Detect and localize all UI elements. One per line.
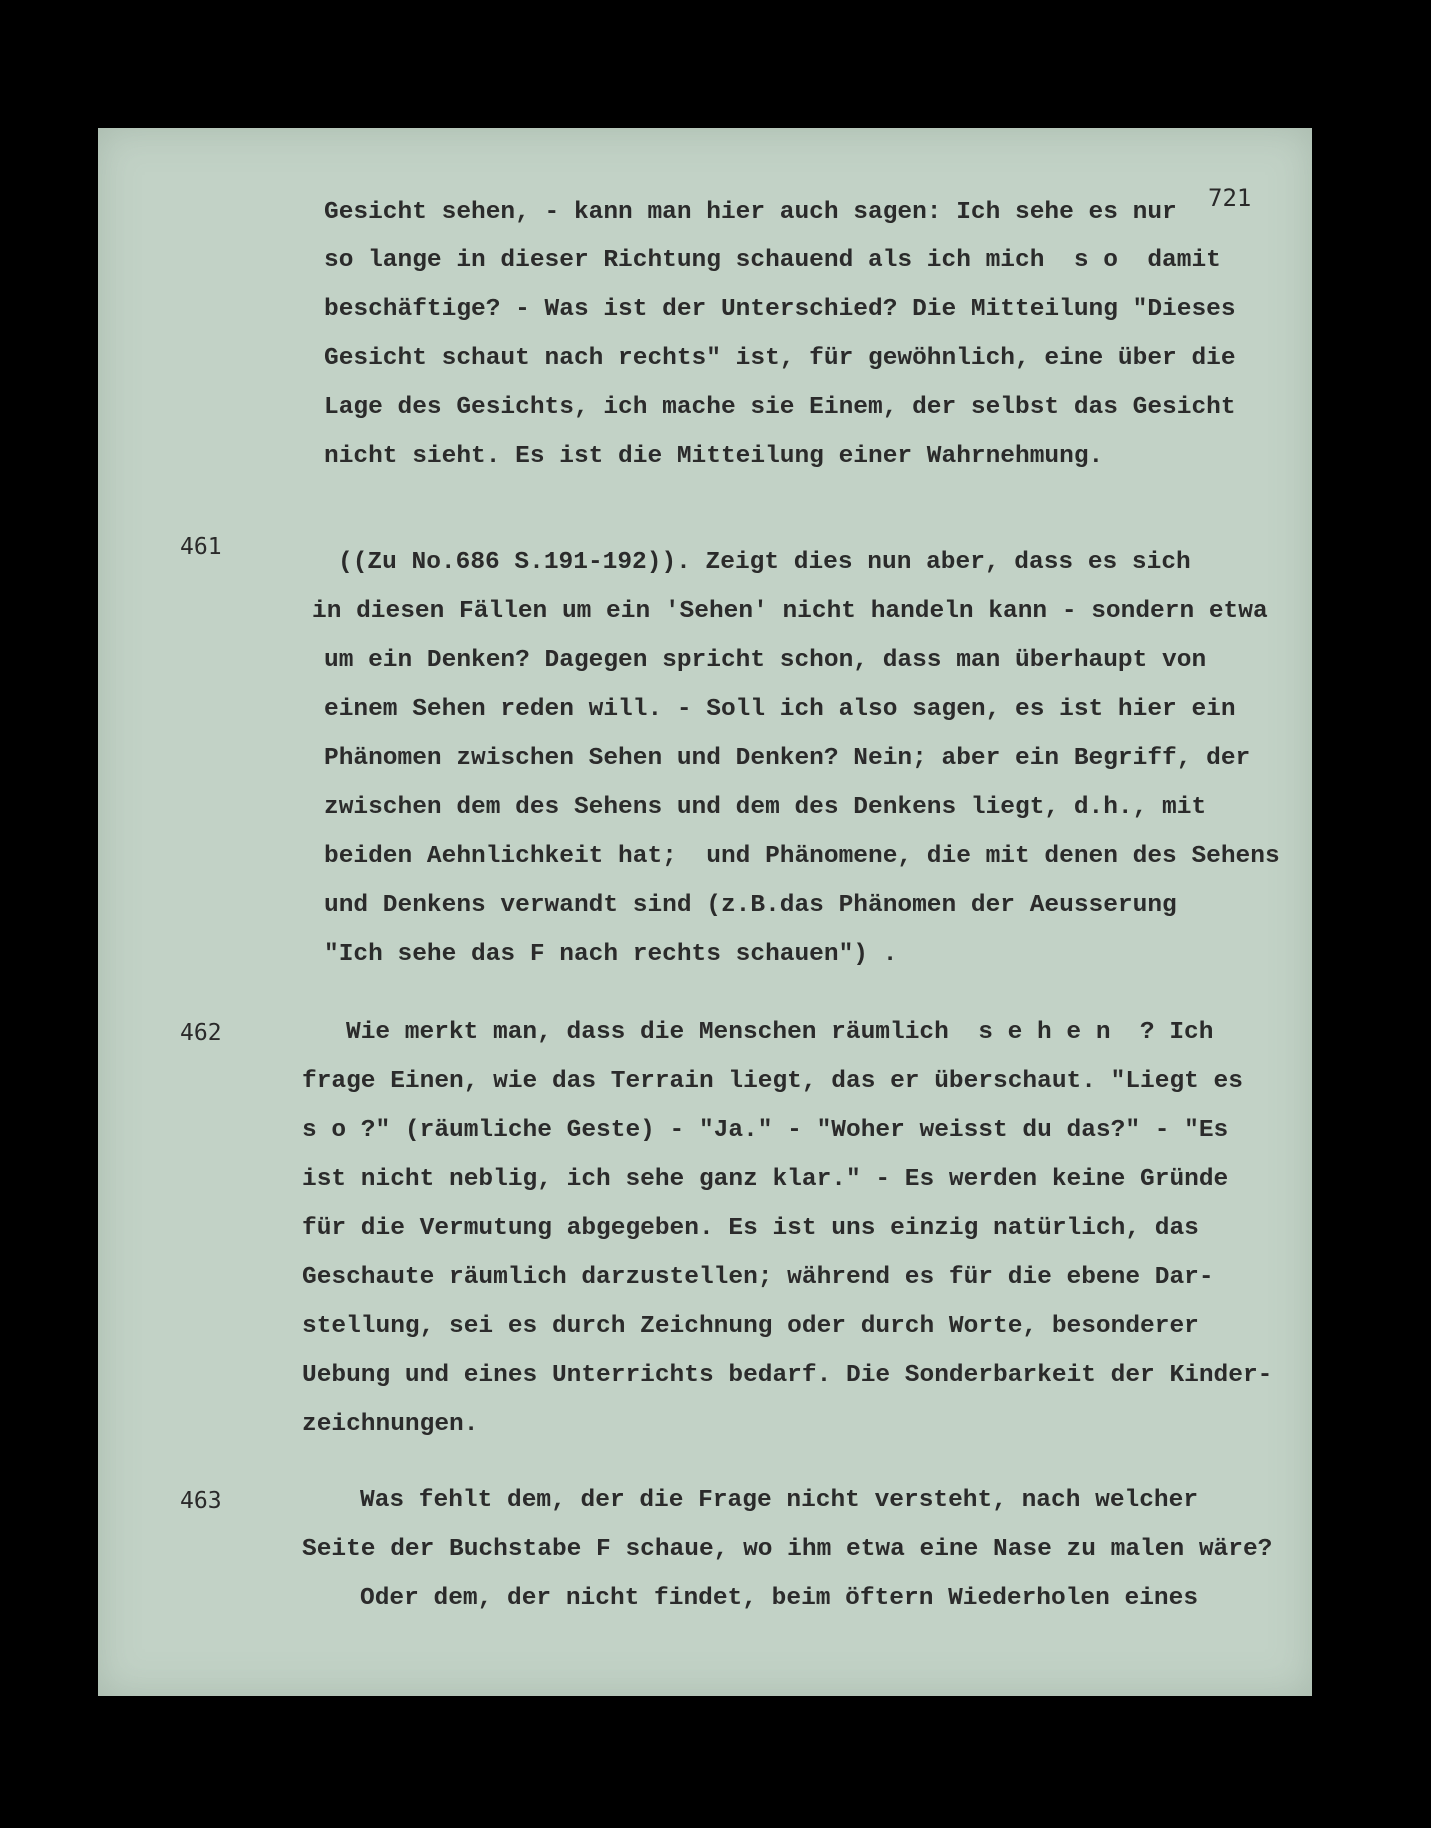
text-line: Was fehlt dem, der die Frage nicht versteht, nach welcher [360, 1487, 1199, 1514]
text-line: Oder dem, der nicht findet, beim öftern Wiederholen eines [360, 1585, 1199, 1612]
paragraph-number: 461 [180, 534, 222, 560]
page-number: 721 [1208, 184, 1252, 212]
text-line: s o ?" (räumliche Geste) - "Ja." - "Woher weisst du das?" - "Es [302, 1117, 1229, 1144]
text-line: Wie merkt man, dass die Menschen räumlich s e h e n ? Ich [346, 1019, 1214, 1046]
text-line: Geschaute räumlich darzustellen; während es für die ebene Dar- [302, 1264, 1214, 1291]
text-line: zeichnungen. [302, 1411, 479, 1438]
text-line: "Ich sehe das F nach rechts schauen") . [324, 941, 898, 968]
text-line: beiden Aehnlichkeit hat; und Phänomene, die mit denen des Sehens [324, 843, 1280, 870]
text-line: Phänomen zwischen Sehen und Denken? Nein; aber ein Begriff, der [324, 745, 1251, 772]
paragraph-number: 463 [180, 1488, 222, 1514]
text-line: zwischen dem des Sehens und dem des Denkens liegt, d.h., mit [324, 794, 1207, 821]
text-line: frage Einen, wie das Terrain liegt, das er überschaut. "Liegt es [302, 1068, 1243, 1095]
text-line: Uebung und eines Unterrichts bedarf. Die Sonderbarkeit der Kinder- [302, 1362, 1273, 1389]
text-line: Gesicht schaut nach rechts" ist, für gewöhnlich, eine über die [324, 345, 1236, 372]
text-line: um ein Denken? Dagegen spricht schon, dass man überhaupt von [324, 647, 1207, 674]
text-line: Seite der Buchstabe F schaue, wo ihm etwa eine Nase zu malen wäre? [302, 1536, 1273, 1563]
typescript-page [98, 128, 1312, 1696]
text-line: einem Sehen reden will. - Soll ich also sagen, es ist hier ein [324, 696, 1236, 723]
text-line: Lage des Gesichts, ich mache sie Einem, der selbst das Gesicht [324, 394, 1236, 421]
text-line: beschäftige? - Was ist der Unterschied? Die Mitteilung "Dieses [324, 296, 1236, 323]
text-line: so lange in dieser Richtung schauend als ich mich s o damit [324, 247, 1221, 274]
text-line: Gesicht sehen, - kann man hier auch sagen: Ich sehe es nur [324, 199, 1177, 226]
text-line: in diesen Fällen um ein 'Sehen' nicht handeln kann - sondern etwa [312, 598, 1268, 625]
text-line: für die Vermutung abgegeben. Es ist uns einzig natürlich, das [302, 1215, 1199, 1242]
text-line: und Denkens verwandt sind (z.B.das Phänomen der Aeusserung [324, 892, 1177, 919]
text-line: nicht sieht. Es ist die Mitteilung einer Wahrnehmung. [324, 443, 1104, 470]
paragraph-number: 462 [180, 1020, 222, 1046]
text-line: ((Zu No.686 S.191-192)). Zeigt dies nun aber, dass es sich [338, 549, 1191, 576]
text-line: stellung, sei es durch Zeichnung oder durch Worte, besonderer [302, 1313, 1199, 1340]
text-line: ist nicht neblig, ich sehe ganz klar." - Es werden keine Gründe [302, 1166, 1229, 1193]
